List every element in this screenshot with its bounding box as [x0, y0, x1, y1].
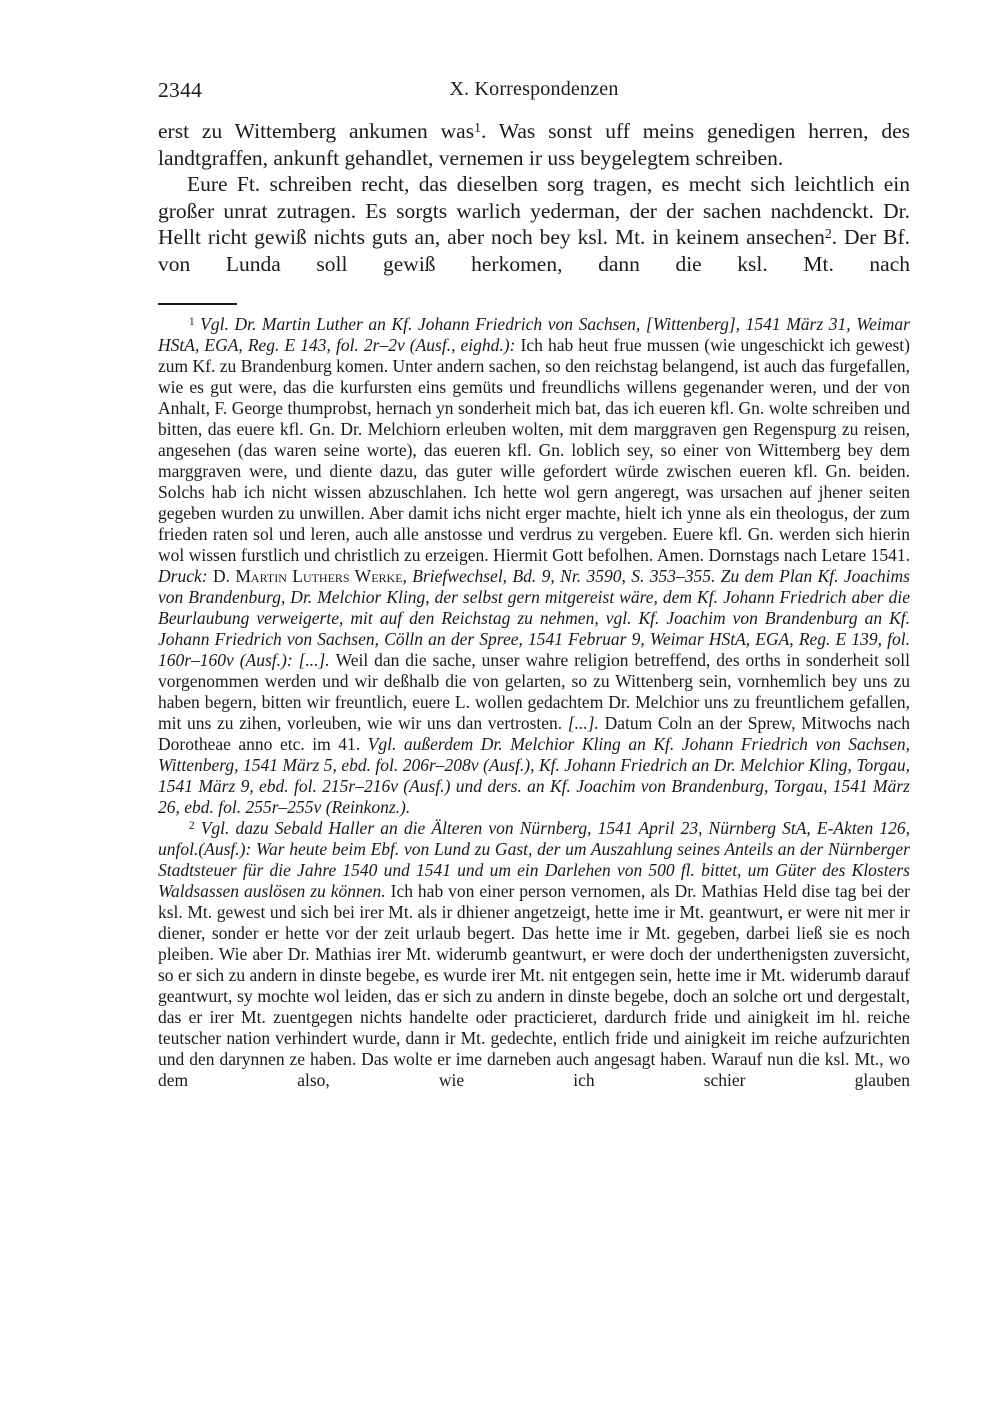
- running-head-title: X. Korrespondenzen: [449, 78, 619, 100]
- text-run: . Der Bf. von Lunda soll gewiß herkomen, dann die ksl. Mt. nach: [158, 225, 910, 276]
- footnote-reference-mark: 1: [189, 316, 195, 329]
- text-run: [...].: [567, 713, 599, 733]
- footnote-reference-mark: 2: [824, 226, 832, 242]
- footnote-1: [158, 314, 910, 818]
- text-run: D.: [207, 566, 236, 586]
- text-run: Datum Coln an der Sprew, Mitwochs nach Dorotheae anno etc. im 41.: [158, 713, 911, 754]
- page-number: 2344: [158, 78, 203, 102]
- text-run: Martin Luthers Werke: [235, 566, 403, 586]
- text-run: . Was sonst uff meins genedigen herren, des landtgraffen, ankunft gehandlet, vernemen ir uss beygelegtem schreiben.: [158, 119, 910, 170]
- body-paragraph-2: [158, 171, 910, 277]
- footnote-2: [158, 818, 910, 1091]
- text-run: Eure Ft. schreiben recht, das dieselben sorg tragen, es mecht sich leichtlich ein großer unrat zutragen. Es sorgts warlich yederman, der der sachen nachdenckt. Dr. Hellt richt gewiß nichts guts an, aber noch bey ksl. Mt. in keinem ansechen: [158, 172, 910, 249]
- text-run: Vgl. außerdem Dr. Melchior Kling an Kf. Johann Friedrich von Sachsen, Wittenberg, 1541 März 5, ebd. fol. 206r–208v (Ausf.), Kf. Johann Friedrich an Dr. Melchior Kling, Torgau, 1541 März 9, ebd. fol. 215r–216v (Ausf.) und ders. an Kf. Joachim von Brandenburg, Torgau, 1541 März 26, ebd. fol. 255r–255v (Reinkonz.).: [158, 734, 910, 817]
- text-block: [158, 78, 910, 1091]
- text-run: erst zu Wittemberg ankumen was: [158, 119, 475, 143]
- text-run: Vgl. Dr. Martin Luther an Kf. Johann Friedrich von Sachsen, [Wittenberg], 1541 März 31, Weimar HStA, EGA, Reg. E 143, fol. 2r–2v (Ausf., eighd.):: [158, 314, 910, 355]
- footnotes: [158, 314, 910, 1091]
- main-text: [158, 118, 910, 277]
- text-run: , Briefwechsel, Bd. 9, Nr. 3590, S. 353–355. Zu dem Plan Kf. Joachims von Brandenburg, Dr. Melchior Kling, der selbst gern mitgereist wäre, dem Kf. Johann Friedrich aber die Beurlaubung verweigerte, mit auf den Reichstag zu nehmen, vgl. Kf. Joachim von Brandenburg an Kf. Johann Friedrich von Sachsen, Cölln an der Spree, 1541 Februar 9, Weimar HStA, EGA, Reg. E 139, fol. 160r–160v (Ausf.): [...].: [158, 566, 910, 670]
- footnote-separator-rule: [158, 303, 237, 305]
- running-header: [158, 78, 910, 104]
- footnote-reference-mark: 1: [474, 120, 481, 136]
- text-run: Weil dan die sache, unser wahre religion betreffend, des orths in sonderheit soll vorgenommen werden und wir deßhalb die von gelarten, so zu Wittenberg sein, vornhemlich bey uns zu haben begern, bitten wir freuntlich, euere L. wollen gedachtem Dr. Melchior uns zu freuntlichem gefallen, mit uns zu zihen, vorleuben, wie wir uns dan vertrosten.: [158, 650, 911, 733]
- footnote-reference-mark: 2: [189, 820, 195, 833]
- body-paragraph-1: [158, 118, 910, 171]
- text-run: Ich hab von einer person vernomen, als Dr. Mathias Held dise tag bei der ksl. Mt. gewest und sich bei irer Mt. als ir dhiener angetzeigt, hette ime ir Mt. geantwurt, er were nit mer ir diener, sonder er hette vor der zeit urlaub begert. Das hette ime ir Mt. gegeben, darbei ließ sie es noch pleiben. Wie aber Dr. Mathias irer Mt. widerumb geantwurt, er were doch der underthenigsten zuversicht, so er sich zu andern in dinste begebe, es wurde irer Mt. nit entgegen sein, hette ime ir Mt. widerumb darauf geantwurt, sy mochte wol leiden, das er sich zu andern in dinste begebe, doch an solche ort und dergestalt, das er irer Mt. zuentgegen nichts handelte oder practicieret, dardurch fride und ainigkeit im hl. reiche teutscher nation verhindert wurde, dann ir Mt. gedechte, entlich fride und ainigkeit im reiche aufzurichten und den darynnen ze haben. Das wolte er ime darneben auch angesagt haben. Warauf nun die ksl. Mt., wo dem also, wie ich schier glauben: [158, 881, 910, 1090]
- text-run: Vgl. dazu Sebald Haller an die Älteren von Nürnberg, 1541 April 23, Nürnberg StA, E-Akten 126, unfol.(Ausf.): War heute beim Ebf. von Lund zu Gast, der um Auszahlung seines Anteils an der Nürnberger Stadtsteuer für die Jahre 1540 und 1541 und um ein Darlehen von 500 fl. bittet, um Güter des Klosters Waldsassen auslösen zu können.: [158, 818, 910, 901]
- text-run: Druck:: [158, 566, 208, 586]
- text-run: Ich hab heut frue mussen (wie ungeschickt ich gewest) zum Kf. zu Brandenburg komen. Unter andern sachen, so den reichstag belangend, ist auch das furgefallen, wie es gut were, das die kurfursten eins gemüts und freundlichs willens gegenander weren, und der von Anhalt, F. George thumprobst, hernach yn sonderheit mich bat, das ich eueren kfl. Gn. wolte schreiben und bitten, das euere kfl. Gn. Dr. Melchiorn erleuben wolten, mit dem marggraven gen Regenspurg zu reisen, angesehen (das waren seine worte), das eueren kfl. Gn. loblich sey, so einer von Wittemberg bey dem marggraven were, und diente dazu, das guter wille gefordert würde zwischen eueren kfl. Gn. beiden. Solchs hab ich nicht wissen abzuschlahen. Ich hette wol gern angeregt, was ursachen auf jhener seiten gegeben wurden zu unwillen. Aber damit ichs nicht erger machte, hielt ich ynne als ein theologus, der zum frieden raten sol und leren, auch alle anstosse und verdrus zu vergeben. Euere kfl. Gn. werden sich hierin wol wissen furstlich und christlich zu erzeigen. Hiermit Gott befolhen. Amen. Dornstags nach Letare 1541.: [158, 335, 910, 565]
